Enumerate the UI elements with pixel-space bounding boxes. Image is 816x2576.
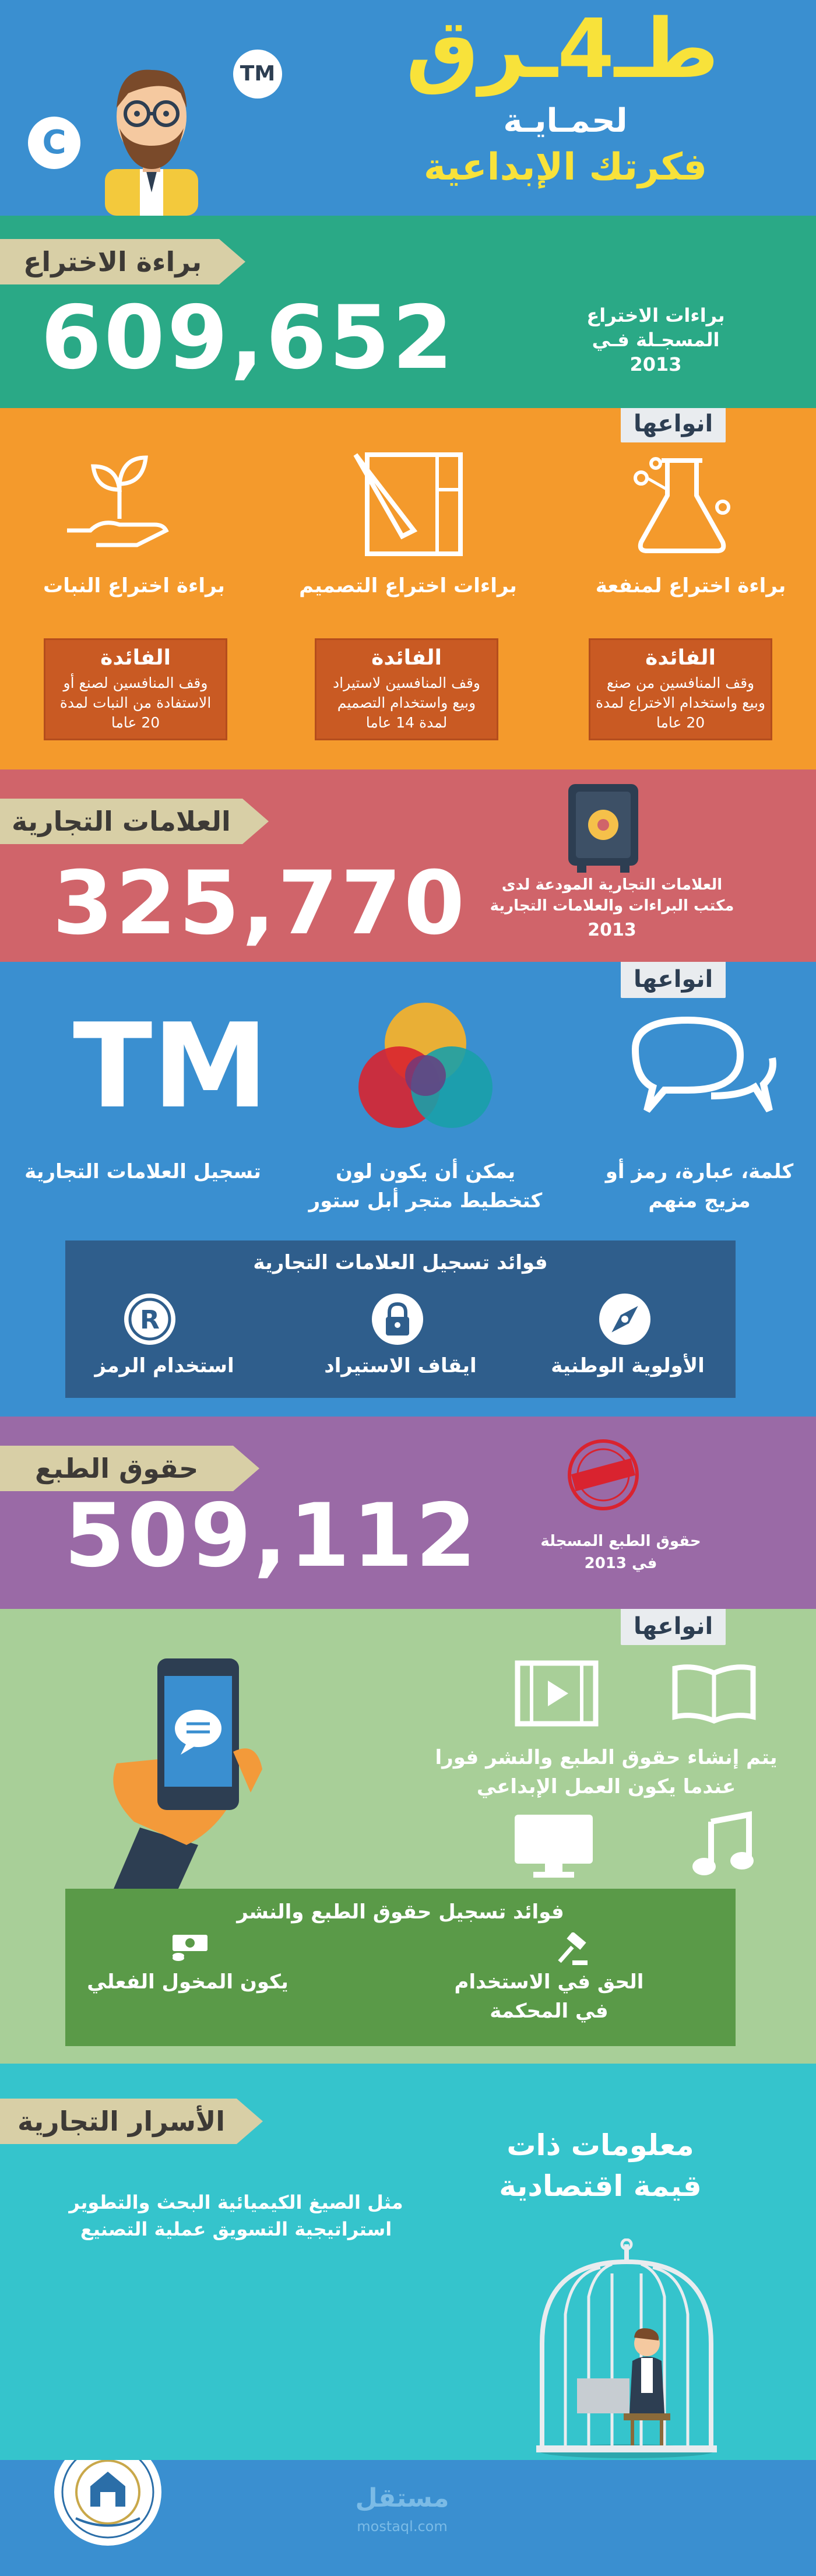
secrets-title-line2: قيمة اقتصادية bbox=[499, 2169, 702, 2203]
birdcage-icon bbox=[530, 2238, 723, 2460]
svg-text:R: R bbox=[140, 1305, 160, 1335]
secrets-desc: مثل الصيغ الكيميائية البحث والتطوير استراتيجية التسويق عملية التصنيع bbox=[69, 2191, 403, 2240]
patent-types-section bbox=[0, 408, 816, 769]
patents-desc-year: 2013 bbox=[629, 353, 682, 375]
color-circles-icon bbox=[350, 1000, 501, 1140]
trademarks-section bbox=[0, 769, 816, 962]
lock-icon bbox=[368, 1290, 427, 1348]
video-icon bbox=[513, 1658, 600, 1728]
copyright-types-section bbox=[0, 1609, 816, 2064]
trademark-types-section bbox=[0, 962, 816, 1417]
stamp-icon bbox=[560, 1434, 647, 1516]
trademark-type-word: كلمة، عبارة، رمز أو مزيج منهم bbox=[605, 1160, 794, 1213]
music-note-icon bbox=[688, 1810, 758, 1880]
patent-benefit-plant bbox=[44, 638, 227, 740]
copyright-section bbox=[0, 1417, 816, 1609]
secrets-section bbox=[0, 2064, 816, 2460]
copyright-desc bbox=[525, 1530, 717, 1575]
speech-bubbles-icon bbox=[624, 1008, 781, 1131]
monitor-icon bbox=[510, 1810, 597, 1880]
patent-type-utility: براءة اختراع لمنفعة bbox=[595, 574, 786, 598]
patent-types-tag: انواعها bbox=[621, 408, 726, 442]
copyright-desc-line1: حقوق الطبع المسجلة bbox=[540, 1533, 701, 1550]
plant-hand-icon bbox=[61, 443, 178, 560]
money-icon bbox=[170, 1932, 211, 1962]
patents-banner bbox=[0, 239, 245, 284]
copyright-benefit-court: الحق في الاستخدام في المحكمة bbox=[454, 1970, 644, 2023]
phone-hand-icon bbox=[99, 1653, 274, 1909]
header-subtitle-1: لحمـايـة bbox=[503, 102, 628, 140]
copyright-types-desc: يتم إنشاء حقوق الطبع والنشر فورا عندما يكون العمل الإبداعي bbox=[435, 1746, 778, 1798]
trademarks-banner-label: العلامات التجارية bbox=[0, 799, 242, 844]
university-seal-logo bbox=[52, 2460, 163, 2547]
trademark-benefits-title: فوائد تسجيل العلامات التجارية bbox=[253, 1251, 548, 1274]
trademark-benefit-priority: الأولوية الوطنية bbox=[551, 1354, 705, 1377]
registered-icon bbox=[121, 1290, 179, 1348]
gavel-icon bbox=[555, 1932, 590, 1967]
benefit-title: الفائدة bbox=[645, 646, 716, 670]
benefit-title: الفائدة bbox=[100, 646, 171, 670]
patents-desc bbox=[560, 303, 752, 377]
header-section bbox=[0, 0, 816, 216]
secrets-banner-label: الأسرار التجارية bbox=[0, 2099, 237, 2144]
patents-number: 609,652 bbox=[41, 287, 456, 389]
secrets-title bbox=[478, 2125, 723, 2206]
trademarks-desc-year: 2013 bbox=[588, 920, 636, 940]
book-icon bbox=[670, 1661, 758, 1725]
trademark-types-tag: انواعها bbox=[621, 962, 726, 998]
copyright-benefit-owner: يكون المخول الفعلي bbox=[87, 1970, 289, 1994]
patents-desc-line1: براءات الاختراع bbox=[586, 304, 725, 326]
trademarks-number: 325,770 bbox=[52, 853, 467, 954]
copyright-benefits-title: فوائد تسجيل حقوق الطبع والنشر bbox=[237, 1900, 564, 1924]
patents-section bbox=[0, 216, 816, 408]
patent-type-design: براءات اختراع التصميم bbox=[299, 574, 517, 598]
tm-badge: TM bbox=[233, 50, 282, 99]
character-illustration bbox=[93, 52, 210, 216]
secrets-banner bbox=[0, 2099, 263, 2144]
patents-banner-label: براءة الاختراع bbox=[0, 239, 219, 284]
trademark-benefit-symbol: استخدام الرمز bbox=[94, 1354, 234, 1377]
header-subtitle-2: فكرتك الإبداعية bbox=[423, 146, 708, 189]
trademarks-desc-line1: العلامات التجارية المودعة لدى bbox=[501, 876, 723, 894]
copyright-banner-label: حقوق الطبع bbox=[0, 1446, 233, 1491]
footer-section bbox=[0, 2460, 816, 2576]
benefit-title: الفائدة bbox=[371, 646, 442, 670]
copyright-number: 509,112 bbox=[64, 1485, 479, 1587]
trademark-type-color: يمكن أن يكون لون كتخطيط متجر أبل ستور bbox=[308, 1160, 543, 1213]
copyright-types-tag: انواعها bbox=[621, 1609, 726, 1645]
footer-brand: مستقل bbox=[355, 2483, 449, 2513]
patent-type-plant: براءة اختراع النبات bbox=[43, 574, 225, 598]
tm-big-glyph: TM bbox=[73, 999, 269, 1134]
secrets-title-line1: معلومات ذات bbox=[507, 2128, 694, 2162]
c-badge: C bbox=[28, 117, 80, 169]
safe-icon bbox=[565, 781, 641, 874]
patent-benefit-design bbox=[315, 638, 498, 740]
copyright-banner bbox=[0, 1446, 259, 1491]
trademarks-desc-line2: مكتب البراءات والعلامات التجارية bbox=[490, 897, 734, 915]
compass-icon bbox=[596, 1290, 654, 1348]
trademark-benefits-panel bbox=[65, 1240, 736, 1398]
footer-brand-url: mostaql.com bbox=[357, 2518, 448, 2535]
trademark-benefit-import: ايقاف الاستيراد bbox=[324, 1354, 477, 1377]
header-title: طـ4ـرق bbox=[406, 2, 719, 97]
trademark-type-register: تسجيل العلامات التجارية bbox=[24, 1160, 261, 1183]
benefit-text: وقف المنافسين لصنع أو الاستفادة من النبات لمدة 20 عاما bbox=[59, 674, 212, 731]
trademarks-desc bbox=[484, 874, 740, 941]
patents-desc-line2: المسجـلة فـي bbox=[592, 329, 720, 351]
patent-benefit-utility bbox=[589, 638, 772, 740]
copyright-benefits-panel bbox=[65, 1889, 736, 2046]
benefit-text: وقف المنافسين لاستيراد وبيع واستخدام التصميم لمدة 14 عاما bbox=[333, 674, 480, 731]
benefit-text: وقف المنافسين من صنع وبيع واستخدام الاختراع لمدة 20 عاما bbox=[595, 674, 766, 731]
copyright-desc-line2: في 2013 bbox=[584, 1555, 657, 1572]
flask-icon bbox=[624, 443, 740, 560]
trademarks-banner bbox=[0, 799, 269, 844]
design-ruler-icon bbox=[350, 443, 466, 560]
